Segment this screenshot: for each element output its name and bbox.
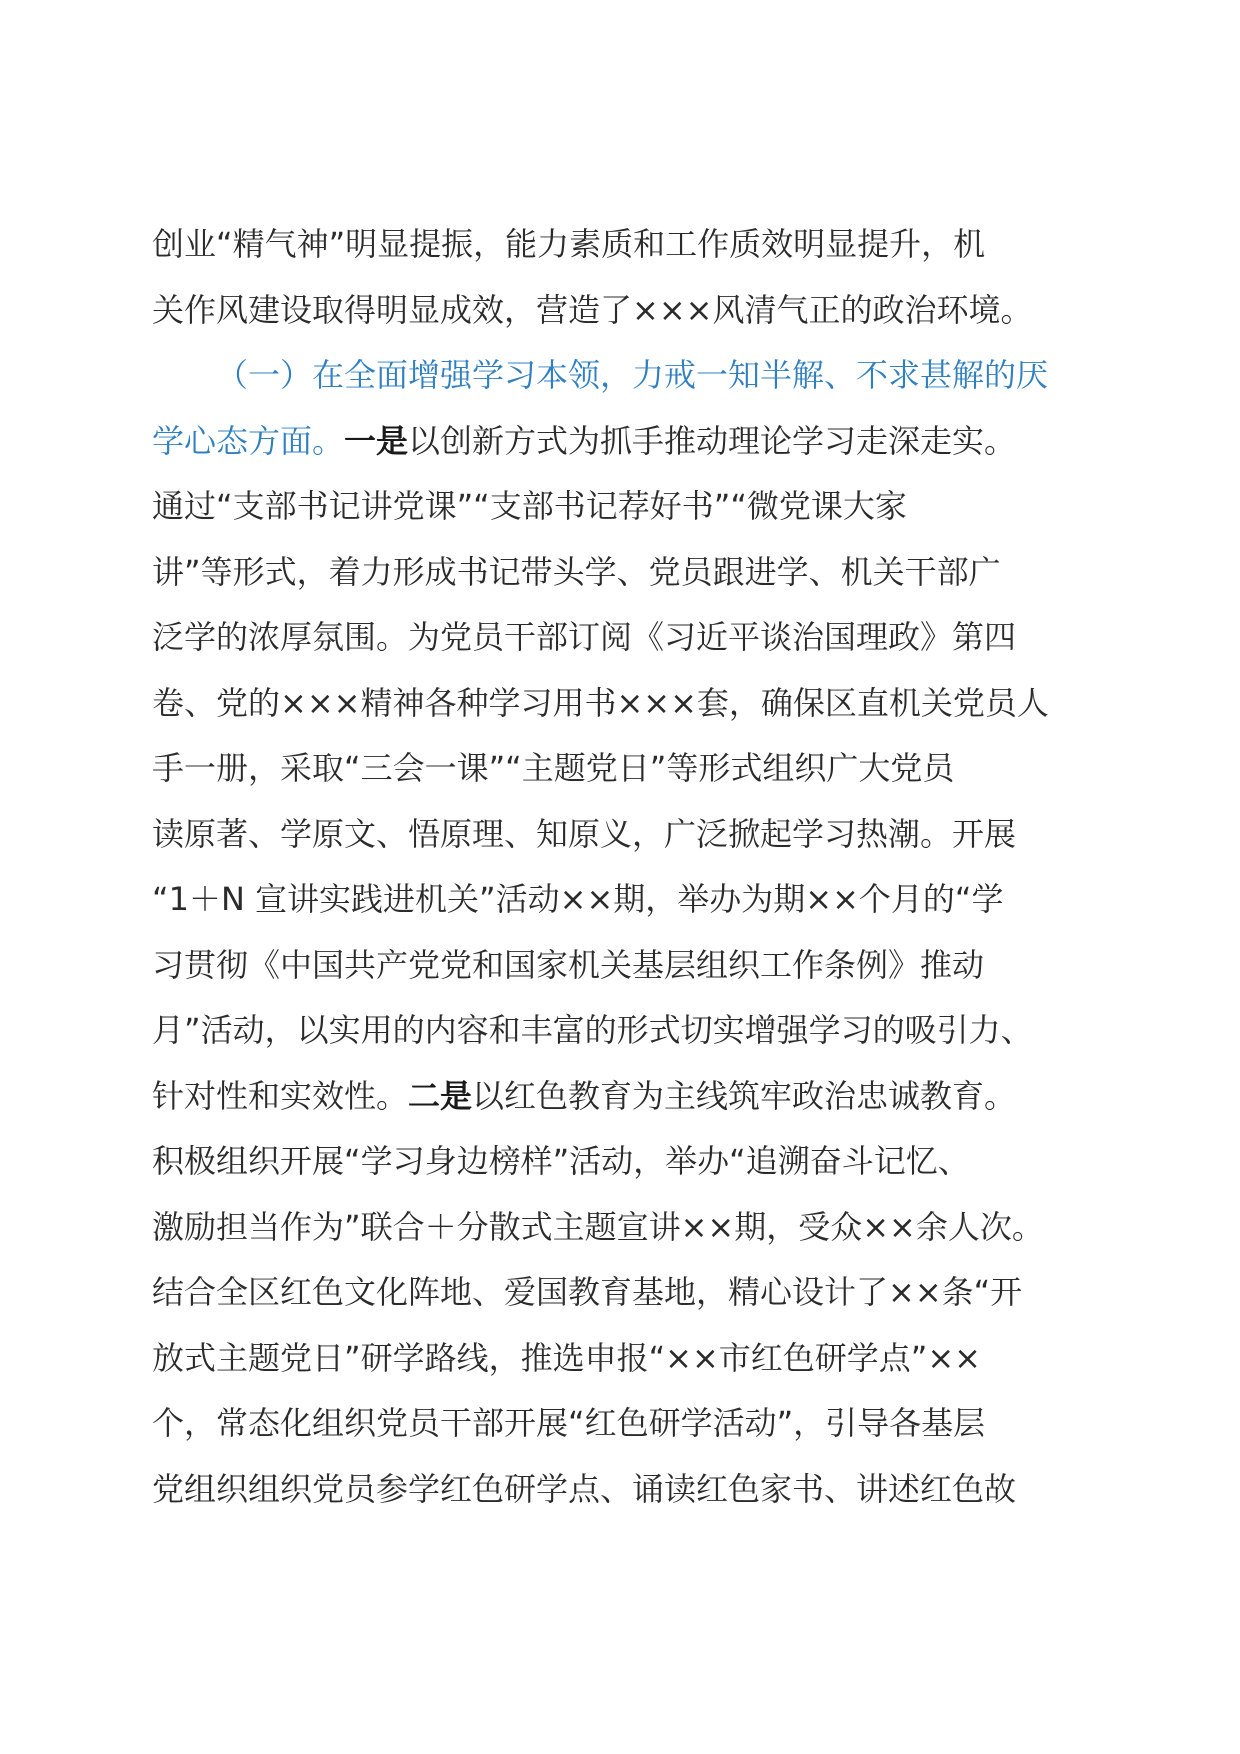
- text-line: 习贯彻《中国共产党党和国家机关基层组织工作条例》推动: [152, 945, 985, 984]
- section-heading-line: （一）在全面增强学习本领，力戒一知半解、不求甚解的厌: [216, 356, 1049, 394]
- text-line: 创业“精气神”明显提振，能力素质和工作质效明显提升，机: [152, 225, 986, 263]
- text-line: 放式主题党日”研学路线，推选申报“××市红色研学点”××: [152, 1338, 981, 1377]
- section-heading-end: 学心态方面。: [152, 421, 345, 460]
- text-line: [152, 409, 1087, 475]
- text-line: 读原著、学原文、悟原理、知原义，广泛掀起学习热潮。开展: [152, 814, 1017, 853]
- text-line: 卷、党的×××精神各种学习用书×××套，确保区直机关党员人: [152, 683, 1049, 722]
- text-line: 党组织组织党员参学红色研学点、诵读红色家书、讲述红色故: [152, 1469, 1017, 1508]
- text-line: 通过“支部书记讲党课”“支部书记荐好书”“微党课大家: [152, 487, 907, 525]
- text-line: 关作风建设取得明显成效，营造了×××风清气正的政治环境。: [152, 290, 1033, 329]
- text-line: [152, 1064, 1087, 1130]
- text-line: “1＋N 宣讲实践进机关”活动××期，举办为期××个月的“学: [152, 880, 1004, 918]
- text-segment: 针对性和实效性。: [152, 1076, 409, 1115]
- text-line: 泛学的浓厚氛围。为党员干部订阅《习近平谈治国理政》第四: [152, 618, 1017, 656]
- point-title: 以创新方式为抓手推动理论学习走深走实。: [408, 421, 1017, 460]
- point-marker-first: 一是: [344, 421, 409, 460]
- text-line: 激励担当作为”联合＋分散式主题宣讲××期，受众××余人次。: [152, 1207, 1044, 1246]
- text-line: 结合全区红色文化阵地、爱国教育基地，精心设计了××条“开: [152, 1273, 1023, 1311]
- text-line: 个，常态化组织党员干部开展“红色研学活动”，引导各基层: [152, 1404, 986, 1442]
- point-title: 以红色教育为主线筑牢政治忠诚教育。: [472, 1076, 1017, 1115]
- text-line: 讲”等形式，着力形成书记带头学、党员跟进学、机关干部广: [152, 552, 1001, 591]
- point-marker-second: 二是: [408, 1076, 473, 1115]
- text-line: 月”活动，以实用的内容和丰富的形式切实增强学习的吸引力、: [152, 1011, 1033, 1049]
- body-text: [152, 212, 1087, 1522]
- text-line: 积极组织开展“学习身边榜样”活动，举办“追溯奋斗记忆、: [152, 1142, 970, 1180]
- text-line: 手一册，采取“三会一课”“主题党日”等形式组织广大党员: [152, 749, 955, 787]
